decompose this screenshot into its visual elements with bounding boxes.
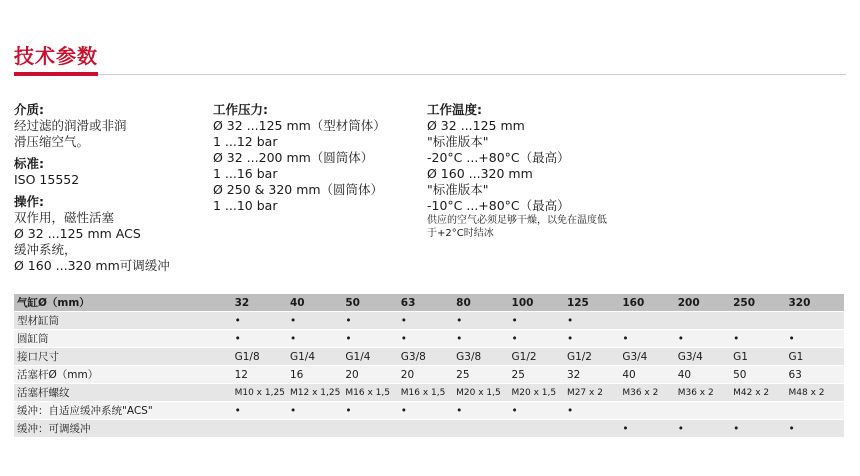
- table-cell: M20 x 1,5: [456, 384, 511, 402]
- operation-line: Ø 32 ...125 mm ACS: [14, 226, 141, 241]
- table-cell: •: [345, 402, 400, 420]
- page-title: 技术参数: [14, 44, 98, 68]
- pressure-line: Ø 32 ...200 mm（圆筒体）: [213, 150, 374, 165]
- table-cell: [235, 420, 290, 438]
- table-cell: G3/8: [456, 348, 511, 366]
- table-header-row: [14, 294, 844, 312]
- table-row: [14, 420, 844, 438]
- table-cell: 20: [345, 366, 400, 384]
- table-cell: •: [401, 312, 456, 330]
- table-cell: •: [456, 312, 511, 330]
- table-cell: M12 x 1,25: [290, 384, 345, 402]
- table-cell: •: [567, 330, 622, 348]
- table-cell: G1/2: [567, 348, 622, 366]
- table-cell: [789, 402, 845, 420]
- table-cell: •: [567, 402, 622, 420]
- table-cell: •: [512, 402, 567, 420]
- title-accent-rule: [14, 72, 98, 76]
- row-label: 接口尺寸: [14, 348, 235, 366]
- spec-table: [14, 294, 844, 438]
- table-row: [14, 366, 844, 384]
- table-cell: •: [290, 330, 345, 348]
- table-cell: G1/8: [235, 348, 290, 366]
- table-cell: •: [678, 420, 733, 438]
- table-cell: •: [290, 312, 345, 330]
- standard-value: ISO 15552: [14, 172, 80, 187]
- standard-heading: 标准:: [14, 156, 44, 171]
- table-cell: 25: [456, 366, 511, 384]
- size-header: 40: [290, 294, 345, 312]
- table-cell: M10 x 1,25: [235, 384, 290, 402]
- table-cell: 63: [789, 366, 845, 384]
- table-cell: M48 x 2: [789, 384, 845, 402]
- table-cell: 40: [622, 366, 677, 384]
- medium-line: 经过滤的润滑或非润: [14, 118, 127, 133]
- medium-line: 滑压缩空气。: [14, 134, 90, 149]
- table-cell: •: [290, 402, 345, 420]
- table-cell: 16: [290, 366, 345, 384]
- pressure-line: 1 ...12 bar: [213, 134, 278, 149]
- size-header: 250: [733, 294, 788, 312]
- table-cell: G3/4: [678, 348, 733, 366]
- table-cell: M27 x 2: [567, 384, 622, 402]
- table-cell: G3/4: [622, 348, 677, 366]
- table-cell: •: [401, 402, 456, 420]
- table-cell: •: [345, 330, 400, 348]
- operation-line: Ø 160 ...320 mm可调缓冲: [14, 258, 170, 273]
- table-cell: •: [567, 312, 622, 330]
- size-header: 100: [512, 294, 567, 312]
- table-cell: [733, 402, 788, 420]
- table-row: [14, 330, 844, 348]
- size-header: 160: [622, 294, 677, 312]
- title-divider: [98, 74, 846, 75]
- table-cell: •: [622, 330, 677, 348]
- table-cell: [567, 420, 622, 438]
- table-cell: •: [512, 312, 567, 330]
- row-label: 缓冲：可调缓冲: [14, 420, 235, 438]
- row-label: 活塞杆Ø（mm）: [14, 366, 235, 384]
- table-cell: 40: [678, 366, 733, 384]
- table-cell: •: [345, 312, 400, 330]
- table-cell: 25: [512, 366, 567, 384]
- temperature-column: [427, 102, 667, 240]
- table-cell: •: [789, 420, 845, 438]
- table-cell: [678, 312, 733, 330]
- table-cell: •: [456, 330, 511, 348]
- table-cell: 20: [401, 366, 456, 384]
- table-cell: •: [235, 402, 290, 420]
- table-row: [14, 402, 844, 420]
- row-label: 型材缸筒: [14, 312, 235, 330]
- table-cell: •: [235, 330, 290, 348]
- size-header: 63: [401, 294, 456, 312]
- temperature-note: 供应的空气必须足够干燥，以免在温度低: [427, 215, 607, 226]
- table-cell: [678, 402, 733, 420]
- table-cell: [512, 420, 567, 438]
- table-cell: [733, 312, 788, 330]
- temperature-line: -20°C ...+80°C（最高）: [427, 150, 570, 165]
- size-header: 320: [789, 294, 845, 312]
- row-label: 圆缸筒: [14, 330, 235, 348]
- table-cell: G1/2: [512, 348, 567, 366]
- table-row: [14, 384, 844, 402]
- table-cell: [622, 312, 677, 330]
- temperature-line: -10°C ...+80°C（最高）: [427, 198, 570, 213]
- table-cell: 50: [733, 366, 788, 384]
- table-cell: •: [733, 330, 788, 348]
- temperature-heading: 工作温度:: [427, 102, 482, 117]
- table-cell: [401, 420, 456, 438]
- pressure-column: [213, 102, 413, 214]
- table-cell: [456, 420, 511, 438]
- temperature-line: Ø 160 ...320 mm: [427, 166, 533, 181]
- pressure-line: Ø 250 & 320 mm（圆筒体）: [213, 182, 384, 197]
- table-cell: [290, 420, 345, 438]
- table-cell: •: [512, 330, 567, 348]
- row-label: 缓冲：自适应缓冲系统"ACS": [14, 402, 235, 420]
- table-cell: G1/4: [345, 348, 400, 366]
- row-label: 活塞杆螺纹: [14, 384, 235, 402]
- size-header: 125: [567, 294, 622, 312]
- table-cell: [345, 420, 400, 438]
- temperature-note: 于+2°C时结冰: [427, 228, 494, 239]
- pressure-line: Ø 32 ...125 mm（型材筒体）: [213, 118, 386, 133]
- table-cell: M16 x 1,5: [345, 384, 400, 402]
- temperature-line: Ø 32 ...125 mm: [427, 118, 525, 133]
- table-cell: M16 x 1,5: [401, 384, 456, 402]
- table-cell: G1: [789, 348, 845, 366]
- table-cell: •: [678, 330, 733, 348]
- table-cell: M36 x 2: [678, 384, 733, 402]
- table-cell: •: [622, 420, 677, 438]
- table-cell: M36 x 2: [622, 384, 677, 402]
- pressure-line: 1 ...16 bar: [213, 166, 278, 181]
- table-cell: •: [456, 402, 511, 420]
- table-cell: G1: [733, 348, 788, 366]
- temperature-line: "标准版本": [427, 134, 489, 149]
- table-cell: •: [733, 420, 788, 438]
- operation-line: 双作用，磁性活塞: [14, 210, 115, 225]
- table-cell: [789, 312, 845, 330]
- table-row: [14, 312, 844, 330]
- size-header: 50: [345, 294, 400, 312]
- pressure-heading: 工作压力:: [213, 102, 268, 117]
- operation-line: 缓冲系统，: [14, 242, 77, 257]
- table-cell: 32: [567, 366, 622, 384]
- table-cell: •: [235, 312, 290, 330]
- medium-standard-operation-column: [14, 102, 199, 274]
- table-cell: [622, 402, 677, 420]
- size-header: 200: [678, 294, 733, 312]
- table-cell: G1/4: [290, 348, 345, 366]
- table-cell: M20 x 1,5: [512, 384, 567, 402]
- table-cell: G3/8: [401, 348, 456, 366]
- table-cell: M42 x 2: [733, 384, 788, 402]
- operation-heading: 操作:: [14, 194, 44, 209]
- table-cell: •: [789, 330, 845, 348]
- header-label: 气缸Ø（mm）: [14, 294, 235, 312]
- table-row: [14, 348, 844, 366]
- temperature-line: "标准版本": [427, 182, 489, 197]
- pressure-line: 1 ...10 bar: [213, 198, 278, 213]
- table-cell: •: [401, 330, 456, 348]
- medium-heading: 介质:: [14, 102, 44, 117]
- size-header: 32: [235, 294, 290, 312]
- size-header: 80: [456, 294, 511, 312]
- table-cell: 12: [235, 366, 290, 384]
